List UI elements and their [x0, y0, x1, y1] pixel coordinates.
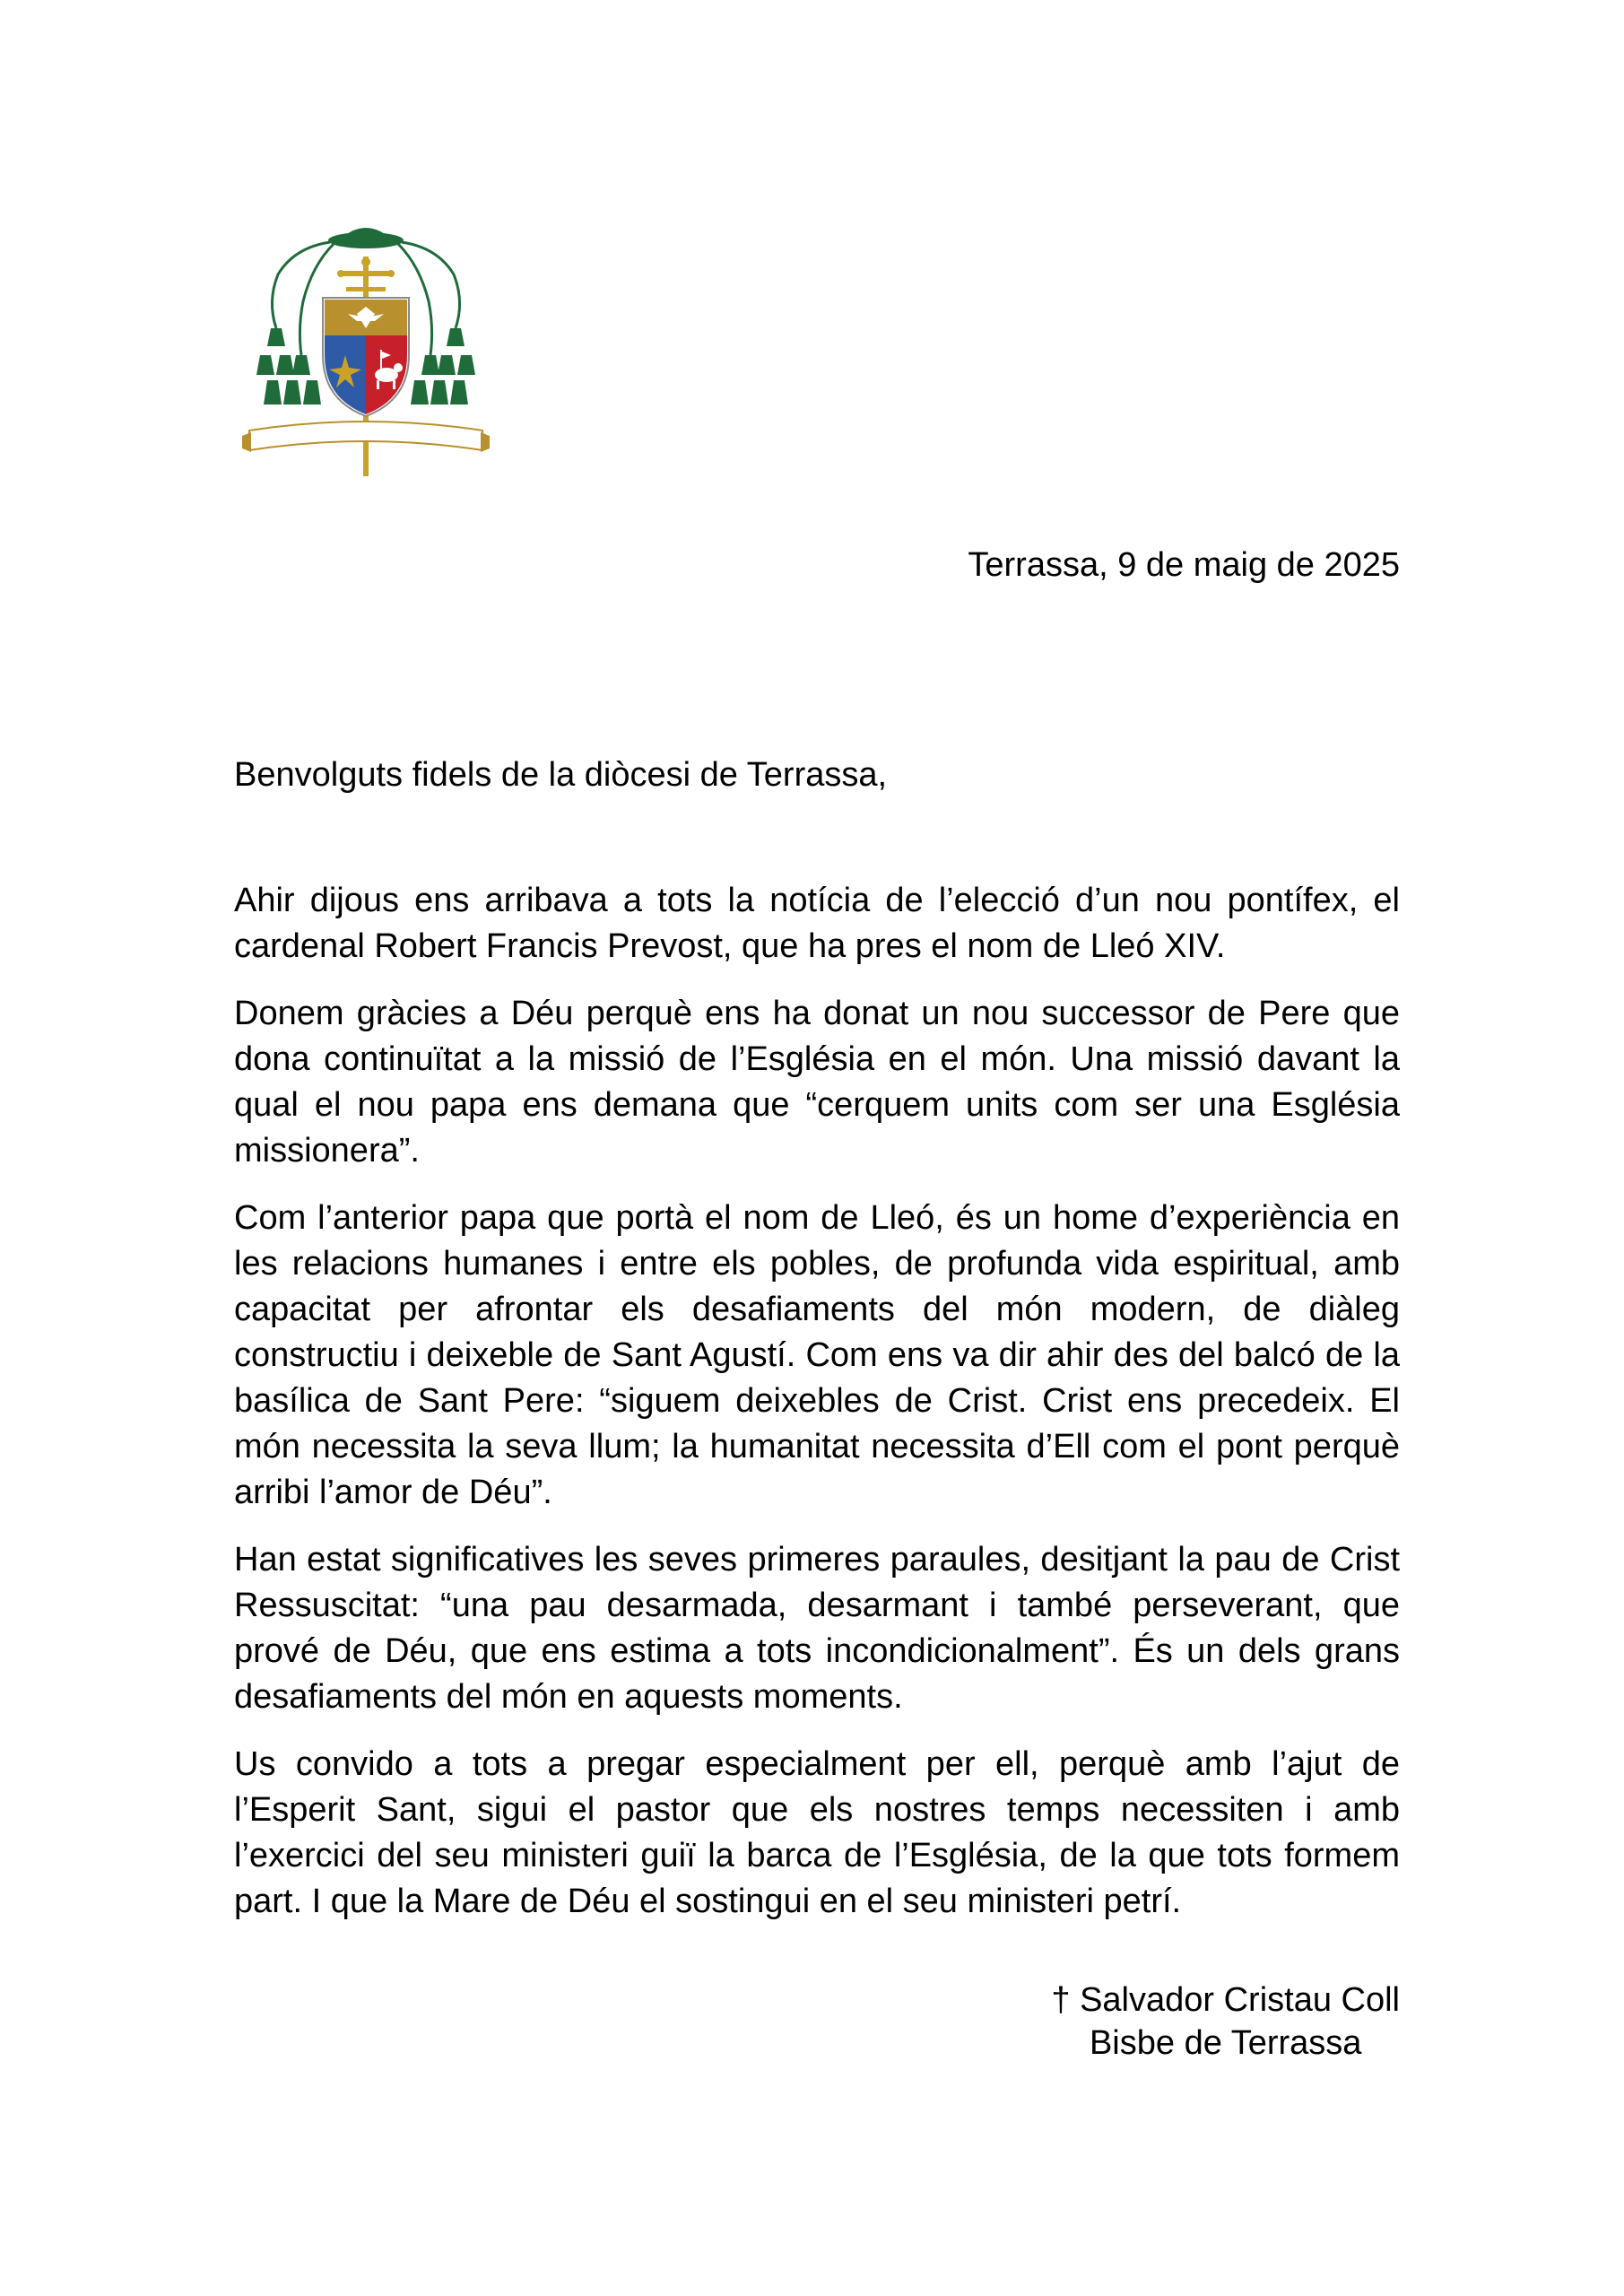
signature-title: Bisbe de Terrassa — [1089, 2024, 1362, 2062]
letter-date: Terrassa, 9 de maig de 2025 — [968, 546, 1400, 584]
coat-of-arms-logo — [240, 221, 491, 490]
paragraph-3: Com l’anterior papa que portà el nom de Lleó, és un home d’experiència en les relacions humanes i entre els pobles, de profunda vida espiritual, amb capacitat per afrontar els desafiaments del món modern, de diàleg constructiu i deixeble de Sant Agustí. Com ens va dir ahir des del balcó de la basílica de Sant Pere: “siguem deixebles de Crist. Crist ens precedeix. El món necessita la seva llum; la humanitat necessita d’Ell com el pont perquè arribi l’amor de Déu”. — [234, 1199, 1400, 1511]
signature-name: † Salvador Cristau Coll — [1051, 1981, 1400, 2019]
paragraph-2: Donem gràcies a Déu perquè ens ha donat un nou successor de Pere que dona continuïtat a la missió de l’Església en el món. Una missió davant la qual el nou papa ens demana que “cerquem units com ser una Església missionera”. — [234, 995, 1400, 1170]
signature-block — [1051, 1979, 1400, 2065]
letter-body — [234, 878, 1400, 1946]
paragraph-5: Us convido a tots a pregar especialment per ell, perquè amb l’ajut de l’Esperit Sant, sigui el pastor que els nostres temps necessiten i amb l’exercici del seu ministeri guiï la barca de l’Església, de la que tots formem part. I que la Mare de Déu el sostingui en el seu ministeri petrí. — [234, 1745, 1400, 1920]
paragraph-1: Ahir dijous ens arribava a tots la notícia de l’elecció d’un nou pontífex, el cardenal Robert Francis Prevost, que ha pres el nom de Lleó XIV. — [234, 882, 1400, 965]
letter-salutation: Benvolguts fidels de la diòcesi de Terrassa, — [234, 756, 888, 794]
paragraph-4: Han estat significatives les seves primeres paraules, desitjant la pau de Crist Ressuscitat: “una pau desarmada, desarmant i també perseverant, que prové de Déu, que ens estima a tots incondicionalment”. És un dels grans desafiaments del món en aquests moments. — [234, 1541, 1400, 1716]
